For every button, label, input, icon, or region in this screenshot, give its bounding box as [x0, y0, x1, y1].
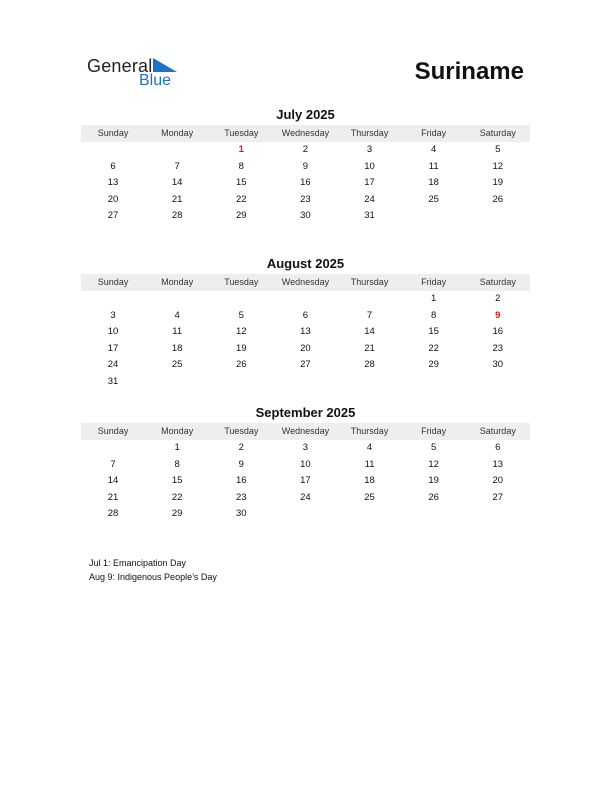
- empty-day-cell: [402, 374, 466, 391]
- weekday-header: Saturday: [479, 128, 516, 138]
- day-cell: 20: [107, 193, 119, 205]
- logo-blue-text: Blue: [139, 72, 172, 89]
- weekday-header: Friday: [421, 128, 447, 138]
- weekday-header: Tuesday: [224, 277, 259, 287]
- week-row: [81, 457, 530, 474]
- week-row: [81, 440, 530, 457]
- day-cell: 9: [302, 160, 309, 172]
- week-row: [81, 308, 530, 325]
- week-row: [81, 291, 530, 308]
- day-cell: 1: [174, 442, 180, 453]
- day-cell: 18: [364, 475, 375, 487]
- empty-day-cell: [338, 506, 402, 523]
- day-cell: 23: [236, 491, 247, 503]
- week-row: [81, 341, 530, 358]
- day-cell: 10: [107, 326, 119, 338]
- empty-day-cell: [466, 506, 530, 523]
- day-cell: 11: [172, 326, 183, 338]
- weekday-header: Wednesday: [281, 277, 330, 287]
- day-cell: 4: [366, 442, 373, 453]
- weekday-header: Sunday: [97, 426, 129, 436]
- weekday-header: Tuesday: [224, 128, 259, 138]
- week-row: [81, 374, 530, 391]
- empty-day-cell: [145, 291, 209, 308]
- day-cell: 17: [300, 475, 311, 487]
- day-cell: 11: [428, 160, 439, 172]
- month-july: [81, 106, 530, 225]
- day-cell: 21: [171, 193, 183, 205]
- day-cell: 23: [300, 193, 311, 205]
- weekday-header: Sunday: [97, 128, 129, 138]
- empty-day-cell: [145, 374, 209, 391]
- day-cell: 13: [107, 177, 119, 189]
- empty-day-cell: [338, 374, 402, 391]
- day-cell: 1: [431, 293, 437, 304]
- day-cell: 8: [431, 309, 437, 321]
- day-cell: 24: [107, 359, 119, 371]
- day-cell: 22: [236, 193, 247, 205]
- day-cell: 25: [364, 491, 375, 503]
- month-september: [81, 404, 530, 523]
- day-cell: 22: [171, 491, 183, 503]
- day-cell: 15: [171, 475, 183, 487]
- day-cell: 9: [495, 309, 501, 321]
- week-row: [81, 159, 530, 176]
- empty-day-cell: [466, 208, 530, 225]
- day-cell: 15: [428, 326, 439, 338]
- weekday-header: Monday: [161, 128, 194, 138]
- week-row: [81, 473, 530, 490]
- day-cell: 30: [300, 210, 311, 222]
- day-cell: 2: [238, 442, 244, 453]
- day-cell: 30: [236, 508, 247, 520]
- day-cell: 6: [302, 309, 309, 321]
- day-cell: 28: [107, 508, 119, 520]
- day-cell: 21: [107, 491, 119, 503]
- empty-day-cell: [81, 440, 145, 457]
- day-cell: 1: [238, 144, 244, 155]
- weekday-header: Thursday: [350, 277, 389, 287]
- weekday-header: Thursday: [350, 426, 389, 436]
- day-cell: 2: [302, 144, 309, 155]
- weekday-header: Tuesday: [224, 426, 259, 436]
- day-cell: 29: [236, 210, 247, 222]
- day-cell: 13: [300, 326, 311, 338]
- day-cell: 7: [174, 160, 180, 172]
- holiday-note: Aug 9: Indigenous People’s Day: [89, 572, 217, 582]
- month-title: September 2025: [255, 405, 356, 420]
- weekday-header: Friday: [421, 277, 447, 287]
- day-cell: 2: [495, 293, 501, 304]
- day-cell: 16: [300, 177, 311, 189]
- empty-day-cell: [273, 291, 337, 308]
- week-row: [81, 175, 530, 192]
- day-cell: 16: [492, 326, 504, 338]
- weekday-header: Wednesday: [281, 128, 330, 138]
- day-cell: 27: [300, 359, 311, 371]
- day-cell: 18: [428, 177, 439, 189]
- holiday-notes: [89, 556, 217, 584]
- day-cell: 26: [428, 491, 439, 503]
- month-title: August 2025: [266, 256, 345, 271]
- empty-day-cell: [81, 142, 145, 159]
- day-cell: 19: [492, 177, 504, 189]
- day-cell: 23: [492, 342, 504, 354]
- day-cell: 7: [366, 309, 373, 321]
- empty-day-cell: [209, 374, 273, 391]
- day-cell: 24: [364, 193, 375, 205]
- empty-day-cell: [466, 374, 530, 391]
- day-cell: 10: [300, 458, 311, 470]
- day-cell: 18: [171, 342, 183, 354]
- generalblue-logo: [87, 56, 187, 92]
- weekday-header: Sunday: [97, 277, 129, 287]
- day-cell: 31: [107, 375, 119, 387]
- day-cell: 13: [492, 458, 504, 470]
- day-cell: 12: [236, 326, 247, 338]
- day-cell: 26: [492, 193, 504, 205]
- day-cell: 25: [171, 359, 183, 371]
- day-cell: 4: [431, 144, 437, 155]
- day-cell: 16: [236, 475, 247, 487]
- day-cell: 28: [171, 210, 183, 222]
- day-cell: 8: [238, 160, 244, 172]
- holiday-note: Jul 1: Emancipation Day: [89, 558, 187, 568]
- month-august: [81, 255, 530, 391]
- week-row: [81, 192, 530, 209]
- day-cell: 10: [364, 160, 375, 172]
- country-title: Suriname: [414, 58, 524, 85]
- day-cell: 29: [171, 508, 183, 520]
- week-row: [81, 324, 530, 341]
- day-cell: 3: [302, 442, 309, 453]
- day-cell: 22: [428, 342, 439, 354]
- weekday-header-row: [81, 125, 530, 142]
- weekday-header: Saturday: [479, 277, 516, 287]
- day-cell: 14: [364, 326, 375, 338]
- day-cell: 30: [492, 359, 504, 371]
- day-cell: 27: [107, 210, 119, 222]
- day-cell: 6: [110, 160, 116, 172]
- day-cell: 5: [431, 442, 437, 453]
- day-cell: 27: [492, 491, 504, 503]
- weekday-header: Wednesday: [281, 426, 330, 436]
- logo-general-text: General: [87, 56, 153, 76]
- weekday-header: Monday: [161, 277, 194, 287]
- day-cell: 31: [364, 210, 375, 222]
- day-cell: 28: [364, 359, 375, 371]
- empty-day-cell: [273, 506, 337, 523]
- day-cell: 21: [364, 342, 375, 354]
- day-cell: 17: [107, 342, 119, 354]
- day-cell: 14: [107, 475, 119, 487]
- empty-day-cell: [402, 506, 466, 523]
- day-cell: 14: [171, 177, 183, 189]
- day-cell: 19: [236, 342, 247, 354]
- weekday-header: Thursday: [350, 128, 389, 138]
- day-cell: 24: [300, 491, 311, 503]
- empty-day-cell: [209, 291, 273, 308]
- day-cell: 3: [110, 309, 116, 321]
- day-cell: 20: [300, 342, 311, 354]
- day-cell: 4: [174, 309, 180, 321]
- day-cell: 17: [364, 177, 375, 189]
- weekday-header-row: [81, 423, 530, 440]
- empty-day-cell: [145, 142, 209, 159]
- week-row: [81, 357, 530, 374]
- day-cell: 9: [238, 458, 244, 470]
- weekday-header: Monday: [161, 426, 194, 436]
- day-cell: 12: [428, 458, 439, 470]
- week-row: [81, 490, 530, 507]
- day-cell: 26: [236, 359, 247, 371]
- day-cell: 12: [492, 160, 504, 172]
- day-cell: 5: [238, 309, 244, 321]
- weekday-header-row: [81, 274, 530, 291]
- weekday-header: Saturday: [479, 426, 516, 436]
- day-cell: 20: [492, 475, 504, 487]
- day-cell: 19: [428, 475, 439, 487]
- logo-triangle-icon: [153, 58, 177, 72]
- day-cell: 6: [495, 442, 501, 453]
- empty-day-cell: [273, 374, 337, 391]
- empty-day-cell: [402, 208, 466, 225]
- day-cell: 8: [174, 458, 180, 470]
- day-cell: 15: [236, 177, 247, 189]
- month-title: July 2025: [276, 107, 335, 122]
- weekday-header: Friday: [421, 426, 447, 436]
- week-row: [81, 208, 530, 225]
- day-cell: 3: [366, 144, 373, 155]
- week-row: [81, 506, 530, 523]
- day-cell: 25: [428, 193, 439, 205]
- day-cell: 29: [428, 359, 439, 371]
- week-row: [81, 142, 530, 159]
- empty-day-cell: [81, 291, 145, 308]
- day-cell: 5: [495, 144, 501, 155]
- day-cell: 7: [110, 458, 116, 470]
- day-cell: 11: [364, 458, 375, 470]
- empty-day-cell: [338, 291, 402, 308]
